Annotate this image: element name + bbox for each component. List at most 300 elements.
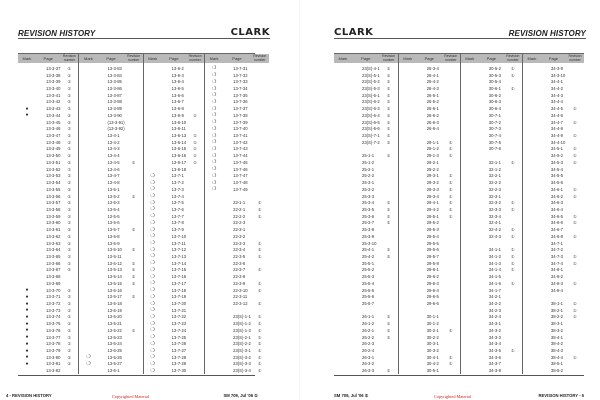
page-number: 13-7-35 (233, 92, 248, 98)
page-number: 22-2-3 (233, 220, 246, 226)
table-row (523, 367, 584, 374)
table-row (461, 347, 522, 354)
table-row (461, 293, 522, 300)
page-number: 32-2-2 (488, 180, 501, 186)
table-row (334, 132, 398, 139)
table-row (79, 179, 142, 186)
revision-number: ① (573, 133, 577, 139)
page-number: 34-6-1 (550, 186, 564, 192)
table-row (205, 206, 269, 213)
page-number: 13-3-88 (107, 99, 122, 105)
change-mark: ❍ (211, 112, 217, 119)
table-row (144, 146, 204, 153)
table-row (399, 354, 460, 361)
page-number: 29-5-5 (426, 240, 439, 246)
page-number: 13-7-19 (171, 294, 187, 300)
table-row (523, 125, 584, 132)
page-number: 13-6-3 (171, 72, 184, 78)
table-row (205, 146, 269, 153)
page-number: 25-5-1 (362, 260, 375, 266)
table-row (205, 246, 269, 253)
page-number: 13-3-59 (46, 213, 61, 219)
page-number: 13-6-15 (171, 146, 187, 152)
change-mark: ❍ (150, 226, 155, 233)
revision-number: ① (386, 206, 391, 212)
page-number: 13-5-12 (107, 260, 122, 266)
page-number: 34-4-9 (550, 133, 564, 139)
table-row (205, 99, 269, 106)
revision-number: ① (573, 307, 577, 313)
change-mark: ❍ (150, 233, 155, 240)
table-row (399, 173, 460, 180)
revision-number: ① (257, 240, 262, 246)
page-number: 13-7-7 (171, 213, 184, 219)
table-row (79, 307, 142, 314)
page-number: 34-5-5 (550, 173, 564, 179)
revision-number: ① (131, 159, 136, 165)
page-number: 13-3-77 (46, 334, 61, 340)
table-row (205, 260, 269, 267)
revision-number: ① (67, 86, 72, 92)
table-row (461, 92, 522, 99)
revision-number: ① (386, 133, 391, 139)
clark-logo: CLARK (334, 27, 374, 38)
table-row (334, 85, 398, 92)
table-row (334, 280, 398, 287)
page-number: 30-7-6 (488, 146, 501, 152)
header-page: Page (361, 56, 371, 61)
page-number: 26-3-3 (362, 368, 375, 374)
revision-number: ① (448, 327, 453, 333)
page-number: 13-6-13 (171, 133, 187, 139)
page-number: 23(S)-5-3 (362, 86, 380, 92)
table-row (144, 267, 204, 274)
table-row (205, 354, 269, 361)
page-number: 30-7-4 (488, 133, 501, 139)
page-number: 26-2-4 (362, 348, 375, 354)
table-row (79, 253, 142, 260)
table-row (461, 112, 522, 119)
page-number: 13-3-72 (46, 301, 61, 307)
revision-number: ① (257, 314, 262, 320)
table-row (144, 253, 204, 260)
page-number: 30-7-3 (488, 126, 501, 132)
table-row (461, 260, 522, 267)
table-row (334, 78, 398, 85)
revision-number: ① (511, 233, 515, 239)
table-row (144, 320, 204, 327)
page-number: 13-7-45 (233, 159, 248, 165)
revision-number: ① (386, 327, 391, 333)
table-row (144, 85, 204, 92)
page-number: 23(S)-7-2 (362, 139, 380, 145)
table-row (144, 340, 204, 347)
page-number: 13-5-26 (107, 354, 122, 360)
table-row (334, 287, 398, 294)
table-row (79, 320, 142, 327)
table-row (461, 159, 522, 166)
page-number: 34-6-7 (550, 227, 564, 233)
table-row (334, 166, 398, 173)
table-row (144, 173, 204, 180)
page-number: 26-5-1 (426, 92, 439, 98)
page-number: 13-3-68 (46, 274, 61, 280)
table-row (144, 72, 204, 79)
page-number: 34-5-6 (550, 180, 564, 186)
table-row (79, 199, 142, 206)
table-header (399, 54, 460, 63)
page-number: 30-2-2 (426, 334, 439, 340)
table-row (461, 72, 522, 79)
page-number: 34-4-6 (550, 112, 564, 118)
revision-number: ① (386, 153, 391, 159)
table-header (334, 54, 398, 63)
page-number: 34-3-4 (488, 341, 501, 347)
watermark: Copyrighted Material (434, 394, 472, 399)
table-row (18, 166, 78, 173)
revision-number: ① (511, 65, 515, 71)
change-mark: ❍ (150, 266, 155, 273)
page-number: 13-3-58 (46, 206, 61, 212)
page-number: 13-5-17 (107, 294, 122, 300)
revision-table (18, 53, 267, 374)
table-row (461, 253, 522, 260)
table-row (18, 179, 78, 186)
page-number: 13-5-1 (107, 186, 120, 192)
table-row (79, 132, 142, 139)
footer-edition: SM 709, Jul '06 ① (334, 393, 369, 398)
table-row (144, 220, 204, 227)
page-number: 34-8-3 (550, 280, 564, 286)
page-number: 26-5-2 (426, 99, 439, 105)
change-mark: ❍ (150, 280, 155, 287)
revision-number: ① (386, 72, 391, 78)
page-number: 13-7-49 (233, 186, 248, 192)
revision-number: ① (573, 260, 577, 266)
table-row (399, 159, 460, 166)
table-row (79, 166, 142, 173)
table-row (18, 199, 78, 206)
table-row (205, 334, 269, 341)
page-number: 23(S)-1-3 (233, 327, 251, 333)
page-number: 29-5-2 (426, 220, 439, 226)
table-row (334, 159, 398, 166)
page-number: 13-7-41 (233, 133, 248, 139)
page-number: 29-6-2 (426, 274, 439, 280)
page-number: 25-5-7 (362, 301, 375, 307)
page-number: 29-3-2 (426, 180, 439, 186)
table-row (334, 233, 398, 240)
revision-table (334, 53, 584, 374)
page-number: 13-5-15 (107, 280, 122, 286)
table-row (334, 327, 398, 334)
revision-number: ① (573, 186, 577, 192)
page-number: 34-3-1 (488, 321, 501, 327)
table-row (144, 334, 204, 341)
page-number: 22-2-2 (233, 213, 246, 219)
revision-number: ② (67, 112, 72, 118)
page-number: 13-3-48 (46, 139, 61, 145)
page-number: 32-3-3 (488, 206, 501, 212)
page-number: 34-3-2 (488, 327, 501, 333)
table-row (399, 179, 460, 186)
page-number: 13-7-25 (171, 334, 187, 340)
column-group (399, 54, 461, 374)
revision-number: ① (573, 193, 577, 199)
page-number: 32-3-4 (488, 213, 501, 219)
page-number: 13-7-22 (171, 314, 187, 320)
revision-number: ① (131, 260, 136, 266)
table-row (144, 246, 204, 253)
page-number: 25-2-1 (362, 166, 375, 172)
page-number: 34-1-1 (488, 247, 501, 253)
page-number: 13-7-27 (171, 348, 187, 354)
table-row (399, 273, 460, 280)
page-number: 22-3-12 (233, 301, 248, 307)
revision-number: ① (131, 274, 136, 280)
table-row (144, 132, 204, 139)
table-row (523, 334, 584, 341)
table-row (399, 152, 460, 159)
table-row (79, 327, 142, 334)
table-row (523, 354, 584, 361)
table-row (523, 253, 584, 260)
change-mark: ❍ (211, 92, 217, 99)
page-number: 34-4-7 (550, 119, 564, 125)
table-row (334, 213, 398, 220)
change-mark: ❍ (150, 327, 155, 334)
revision-number: ① (573, 119, 577, 125)
page-number: 34-6-2 (550, 193, 564, 199)
page-number: 13-3-65 (46, 253, 61, 259)
change-mark: ● (25, 320, 29, 327)
page-number: 25-3-2 (362, 186, 375, 192)
header-revision: Revision number (253, 54, 267, 62)
page-number: 30-3-1 (426, 341, 439, 347)
page-number: 26-3-4 (426, 65, 439, 71)
table-row (461, 119, 522, 126)
table-row (205, 78, 269, 85)
page-number: 30-1-2 (426, 321, 439, 327)
page-number: 13-6-18 (171, 166, 187, 172)
page-number: 13-3-43 (46, 106, 61, 112)
change-mark: ❍ (211, 72, 217, 79)
table-row (144, 99, 204, 106)
table-row (523, 146, 584, 153)
table-row (79, 112, 142, 119)
page-number: 34-7-2 (550, 247, 564, 253)
page-number: 26-4-1 (426, 72, 439, 78)
header-page: Page (43, 56, 53, 61)
table-row (334, 347, 398, 354)
table-row (523, 166, 584, 173)
revision-number: ① (573, 153, 577, 159)
change-mark: ❍ (211, 172, 217, 179)
page-number: 13-4-2 (107, 139, 120, 145)
table-row (18, 260, 78, 267)
table-row (79, 314, 142, 321)
change-mark: ❍ (211, 119, 217, 126)
page-number: 22-3-3 (233, 240, 246, 246)
change-mark: ❍ (150, 193, 155, 200)
header-mark: Mark (22, 56, 32, 61)
table-row (523, 139, 584, 146)
table-row (144, 280, 204, 287)
table-row (334, 361, 398, 368)
table-row (334, 186, 398, 193)
page-number: 13-7-12 (171, 247, 187, 253)
revision-number: ① (386, 106, 391, 112)
table-row (205, 280, 269, 287)
footer-page-label: 4 - REVISION HISTORY (6, 393, 52, 398)
column-group (334, 54, 399, 374)
page-number: 13-3-46 (46, 126, 61, 132)
table-row (399, 334, 460, 341)
table-row (205, 361, 269, 368)
page-number: 29-1-1 (426, 139, 439, 145)
page-number: 13-5-11 (107, 253, 122, 259)
revision-number: ① (67, 220, 72, 226)
page-number: 23(S)-6-5 (362, 119, 380, 125)
header-revision: Revision number (62, 54, 76, 62)
table-row (461, 146, 522, 153)
page-number: 34-4-8 (550, 126, 564, 132)
change-mark: ● (25, 340, 29, 347)
change-mark: ❍ (150, 219, 155, 226)
page-number: 30-4-1 (426, 354, 439, 360)
table-row (144, 112, 204, 119)
table-row (18, 119, 78, 126)
page-number: 13-3-49 (46, 146, 61, 152)
page-number: 13-5-16 (107, 287, 122, 293)
revision-number: ① (257, 301, 262, 307)
footer-edition: SM 709, Jul '06 ① (223, 393, 258, 398)
page-number: 13-3-76 (46, 327, 61, 333)
revision-number: ① (386, 119, 391, 125)
header-revision: Revision number (444, 54, 458, 62)
change-mark: ❍ (86, 354, 91, 361)
page-number: 13-3-40 (46, 86, 61, 92)
revision-number: ① (67, 133, 72, 139)
page-number: 13-4-8 (107, 180, 120, 186)
page-number: 23(S)-3-3 (233, 361, 251, 367)
revision-number: ① (131, 247, 136, 253)
page-number: 34-1-4 (488, 267, 501, 273)
table-row (399, 253, 460, 260)
page-number: 30-5-1 (426, 368, 439, 374)
table-row (523, 152, 584, 159)
page-number: 13-3-74 (46, 314, 61, 320)
page-number: 13-7-21 (171, 307, 187, 313)
table-row (18, 125, 78, 132)
header-page: Page (548, 56, 559, 61)
revision-number: ① (573, 354, 577, 360)
page-number: 22-3-6 (233, 260, 246, 266)
table-row (334, 307, 398, 314)
table-row (399, 146, 460, 153)
page-number: 32-4-2 (488, 227, 501, 233)
page-number: 13-7-40 (233, 126, 248, 132)
column-group (144, 54, 205, 374)
change-mark: ● (25, 354, 29, 361)
table-row (18, 99, 78, 106)
table-row (461, 246, 522, 253)
table-row (205, 327, 269, 334)
table-row (144, 166, 204, 173)
table-header (79, 54, 142, 63)
page-number: 30-5-4 (488, 79, 501, 85)
table-row (205, 179, 269, 186)
page-number: 26-6-4 (426, 126, 439, 132)
table-row (79, 78, 142, 85)
table-row (461, 199, 522, 206)
page-number: 13-5-7 (107, 227, 120, 233)
table-row (399, 361, 460, 368)
revision-number: ① (386, 200, 391, 206)
page-number: 13-7-11 (171, 240, 186, 246)
revision-number: ① (386, 220, 391, 226)
table-row (79, 267, 142, 274)
change-mark: ● (25, 293, 29, 300)
page-number: 34-2-3 (488, 307, 501, 313)
change-mark: ❍ (150, 367, 155, 374)
table-row (18, 280, 78, 287)
page-number: 13-3-69 (46, 280, 61, 286)
page-number: 13-6-14 (171, 139, 187, 145)
revision-number: ① (573, 220, 577, 226)
change-mark: ❍ (150, 172, 155, 179)
page-number: 34-4-4 (550, 99, 564, 105)
page-number: 13-6-2 (171, 65, 184, 71)
page-number: 13-7-14 (171, 260, 187, 266)
page-number: 34-1-2 (488, 253, 501, 259)
revision-number: ① (67, 341, 72, 347)
change-mark: ❍ (211, 166, 217, 173)
page-title: REVISION HISTORY (508, 29, 586, 38)
revision-number: ① (67, 287, 72, 293)
page-number: 32-2-3 (488, 186, 501, 192)
page-number: 34-2-1 (488, 294, 501, 300)
change-mark: ● (25, 334, 29, 341)
table-row (18, 159, 78, 166)
table-row (399, 340, 460, 347)
page-number: 34-7-1 (550, 240, 564, 246)
table-row (334, 246, 398, 253)
header-revision: Revision number (382, 54, 396, 62)
page-number: 30-5-3 (488, 72, 501, 78)
revision-number: ① (386, 112, 391, 118)
page-number: 38-4-4 (550, 354, 564, 360)
page-number: 13-5-21 (107, 321, 122, 327)
page-number: 23(S)-6-2 (362, 99, 380, 105)
page-number: 29-1-3 (426, 153, 439, 159)
page-number: 13-3-56 (46, 193, 61, 199)
table-row (79, 287, 142, 294)
table-row (523, 300, 584, 307)
page-number: 13-7-23 (171, 321, 187, 327)
table-row (334, 105, 398, 112)
revision-number: ① (67, 233, 72, 239)
table-row (399, 186, 460, 193)
table-row (79, 280, 142, 287)
revision-number: ① (257, 206, 262, 212)
revision-number: ① (131, 294, 136, 300)
table-row (461, 65, 522, 72)
table-row (461, 314, 522, 321)
revision-number: ① (386, 86, 391, 92)
table-row (461, 300, 522, 307)
table-row (144, 233, 204, 240)
